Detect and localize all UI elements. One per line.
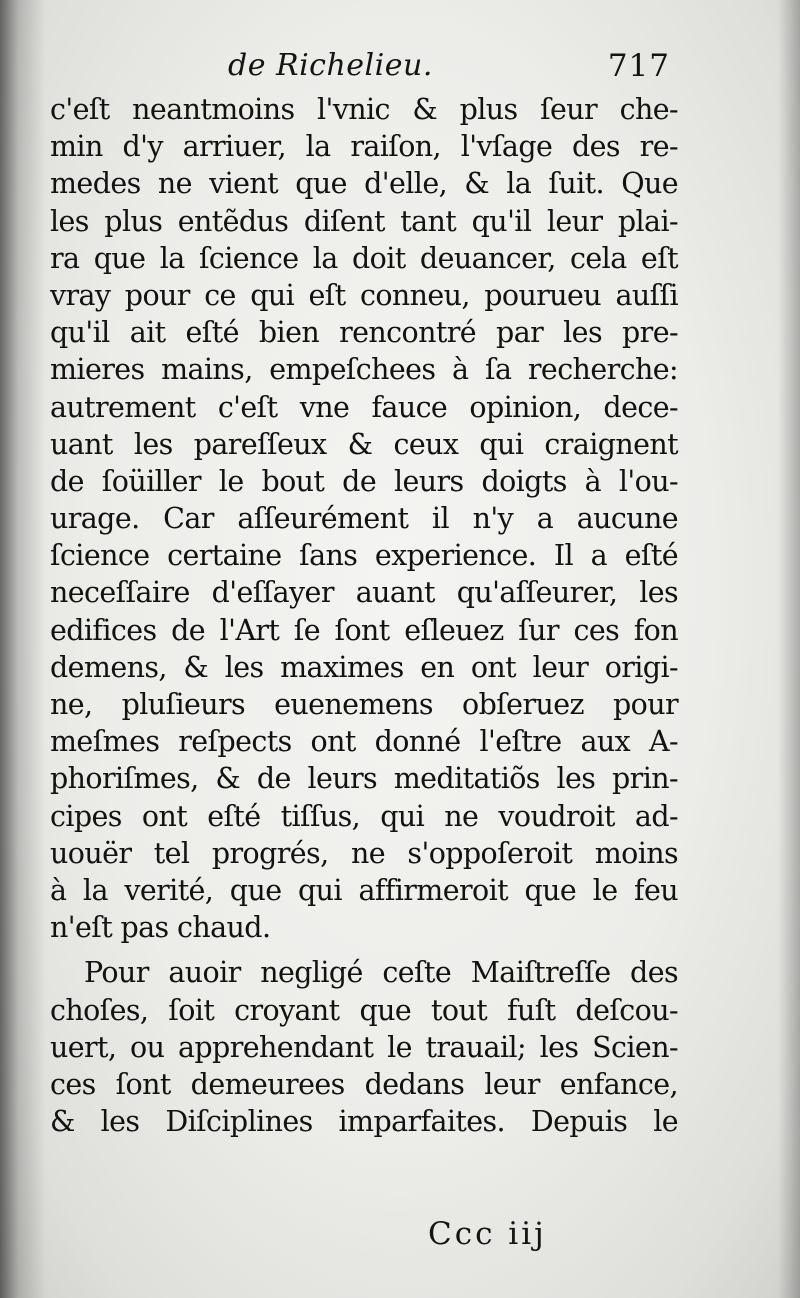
text-line: qu'il ait eſté bien rencontré par les pre- <box>50 316 678 350</box>
text-line: uert, ou apprehendant le trauail; les Scien- <box>50 1030 678 1064</box>
paragraph <box>50 91 678 946</box>
paragraph <box>50 954 678 1140</box>
text-line: vray pour ce qui eſt conneu, pourueu auſſi <box>50 278 678 312</box>
text-line: edifices de l'Art ſe ſont eſleuez ſur ces fon <box>50 613 678 647</box>
text-line: Pour auoir negligé ceſte Maiſtreſſe des <box>84 956 678 990</box>
text-line: n'eſt pas chaud. <box>50 911 271 945</box>
text-line: ces ſont demeurees dedans leur enfance, <box>50 1067 678 1101</box>
text-line: & les Diſciplines imparfaites. Depuis le <box>50 1105 678 1139</box>
body-text <box>50 91 678 1140</box>
text-line: demens, & les maximes en ont leur origi- <box>50 650 678 684</box>
text-line: de ſoüiller le bout de leurs doigts à l'ou- <box>50 464 678 498</box>
text-line: phoriſmes, & de leurs meditatiõs les prin- <box>50 762 678 796</box>
text-line: ne, pluſieurs euenemens obſeruez pour <box>50 688 678 721</box>
running-head: de Richelieu. <box>228 48 433 83</box>
page-number: 717 <box>607 48 670 84</box>
page-header <box>0 48 800 94</box>
text-line: min d'y arriuer, la raiſon, l'vſage des re- <box>50 130 678 164</box>
text-line: medes ne vient que d'elle, & la ſuit. Que <box>50 167 678 201</box>
text-line: choſes, ſoit croyant que tout fuſt deſcou- <box>50 993 678 1027</box>
signature-mark: Ccc iij <box>428 1216 547 1252</box>
paragraph-gap <box>50 946 678 954</box>
text-line: c'eſt neantmoins l'vnic & plus ſeur che- <box>50 93 678 126</box>
text-line: urage. Car aſſeurément il n'y a aucune <box>50 502 678 536</box>
text-line: uouër tel progrés, ne s'oppoſeroit moins <box>50 836 678 870</box>
text-line: autrement c'eſt vne fauce opinion, dece- <box>50 390 678 424</box>
text-line: mieres mains, empeſchees à ſa recherche: <box>50 353 678 387</box>
text-line: ſcience certaine ſans experience. Il a eſté <box>50 539 678 573</box>
text-line: les plus entẽdus diſent tant qu'il leur plai- <box>50 204 678 238</box>
text-line: cipes ont eſté tiſſus, qui ne voudroit ad- <box>50 799 678 833</box>
text-line: à la verité, que qui affirmeroit que le feu <box>50 873 678 907</box>
text-line: neceſſaire d'eſſayer auant qu'aſſeurer, les <box>50 576 678 610</box>
text-line: uant les pareſſeux & ceux qui craignent <box>50 427 678 461</box>
text-line: meſmes reſpects ont donné l'eſtre aux A- <box>50 725 678 759</box>
text-line: ra que la ſcience la doit deuancer, cela eſt <box>50 241 678 275</box>
